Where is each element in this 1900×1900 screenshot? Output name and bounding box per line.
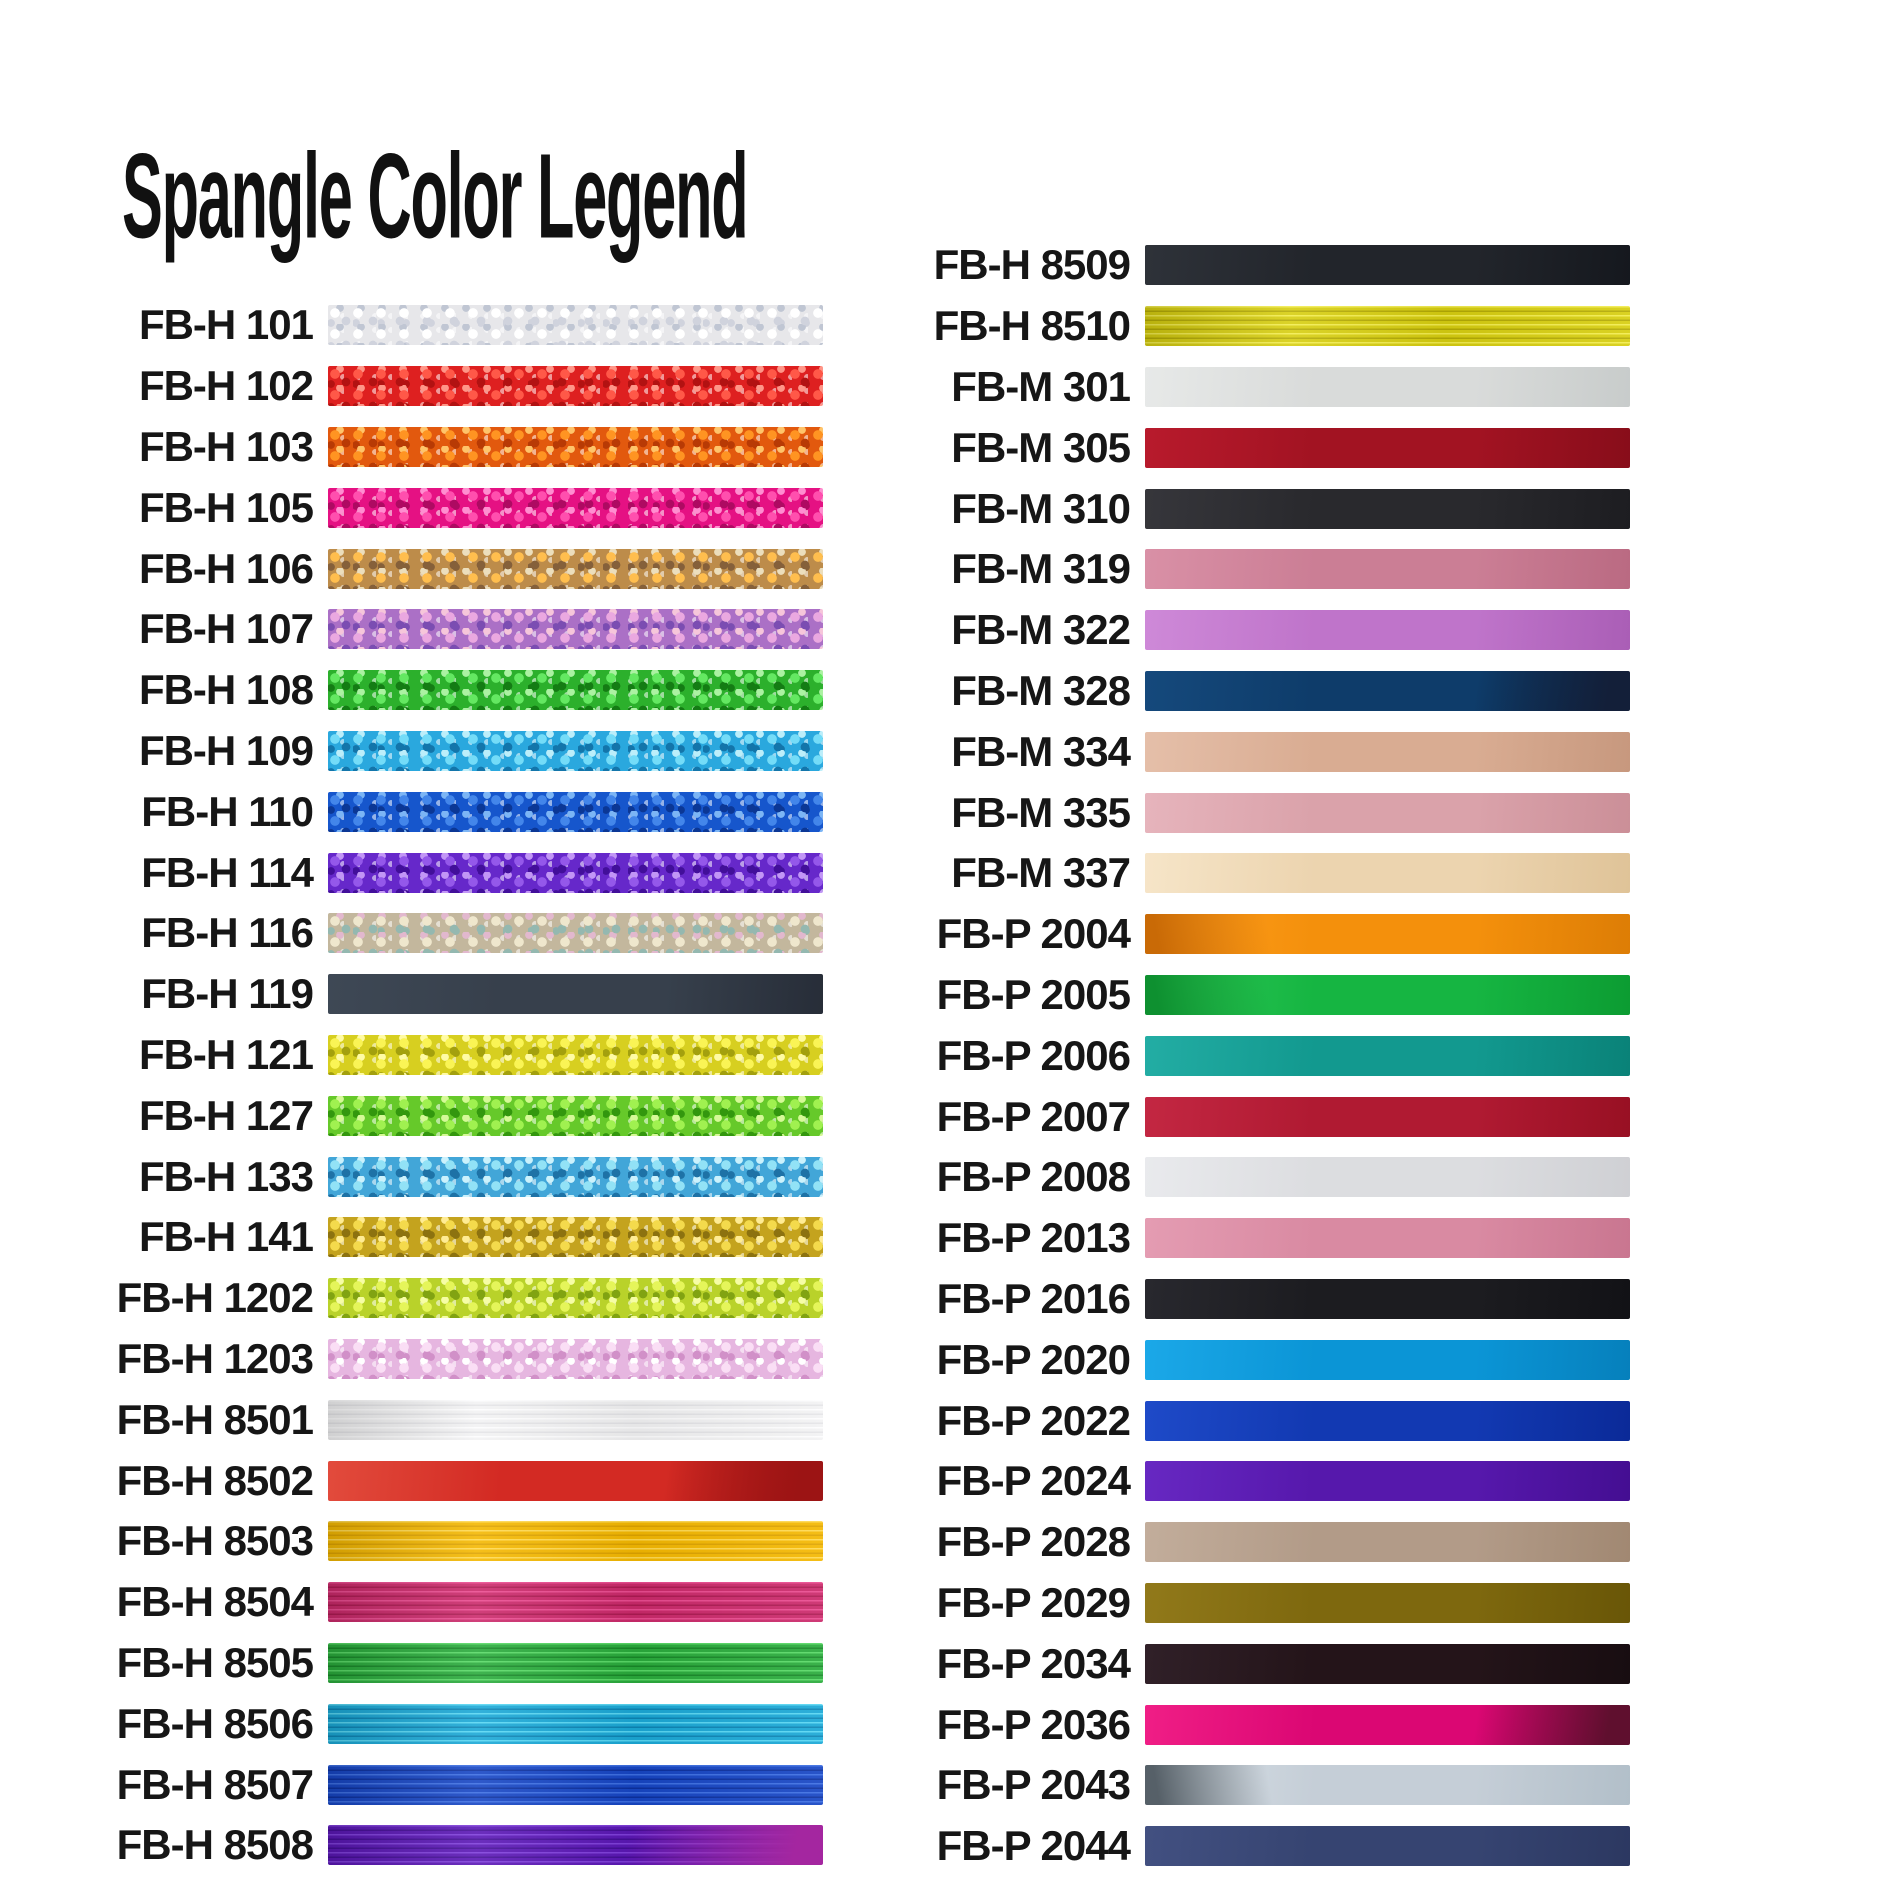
- swatch-label: FB-H 107: [138, 605, 313, 653]
- swatch-label: FB-M 328: [951, 666, 1130, 714]
- swatch-label: FB-M 334: [951, 727, 1130, 775]
- swatch-label: FB-H 141: [138, 1213, 313, 1261]
- legend-row: [740, 1816, 1630, 1877]
- color-swatch: [1145, 793, 1630, 833]
- legend-row: [740, 1025, 1630, 1086]
- swatch-label: FB-M 337: [951, 849, 1130, 897]
- swatch-label: FB-P 2005: [936, 970, 1130, 1018]
- legend-row: [60, 599, 823, 660]
- color-swatch: [1145, 975, 1630, 1015]
- legend-row: [740, 904, 1630, 965]
- legend-row: [60, 964, 823, 1025]
- swatch-label: FB-H 114: [141, 848, 313, 896]
- legend-row: [60, 356, 823, 417]
- swatch-label: FB-M 319: [951, 545, 1130, 593]
- legend-row: [60, 1572, 823, 1633]
- swatch-label: FB-P 2020: [936, 1335, 1130, 1383]
- color-swatch: [1145, 1157, 1630, 1197]
- legend-row: [740, 1633, 1630, 1694]
- swatch-label: FB-H 8507: [116, 1760, 313, 1808]
- swatch-label: FB-P 2022: [936, 1396, 1130, 1444]
- color-swatch: [1145, 489, 1630, 529]
- color-swatch: [1145, 428, 1630, 468]
- legend-row: [60, 903, 823, 964]
- legend-row: [740, 721, 1630, 782]
- legend-row: [60, 1511, 823, 1572]
- swatch-label: FB-P 2008: [936, 1153, 1130, 1201]
- legend-row: [60, 842, 823, 903]
- legend-row: [60, 1025, 823, 1086]
- swatch-label: FB-H 101: [138, 301, 313, 349]
- color-swatch: [1145, 1340, 1630, 1380]
- swatch-label: FB-H 8504: [116, 1578, 313, 1626]
- legend-row: [60, 1633, 823, 1694]
- legend-row: [60, 1450, 823, 1511]
- swatch-label: FB-P 2006: [936, 1031, 1130, 1079]
- legend-row: [60, 781, 823, 842]
- swatch-label: FB-M 335: [951, 788, 1130, 836]
- swatch-label: FB-H 116: [141, 909, 313, 957]
- legend-row: [60, 538, 823, 599]
- color-swatch: [1145, 1522, 1630, 1562]
- legend-row: [740, 1451, 1630, 1512]
- color-swatch: [1145, 671, 1630, 711]
- color-swatch: [1145, 1036, 1630, 1076]
- swatch-label: FB-H 109: [138, 726, 313, 774]
- color-swatch: [1145, 914, 1630, 954]
- swatch-label: FB-H 8503: [116, 1517, 313, 1565]
- swatch-label: FB-P 2036: [936, 1700, 1130, 1748]
- color-swatch: [1145, 1461, 1630, 1501]
- legend-row: [740, 357, 1630, 418]
- legend-row: [60, 1329, 823, 1390]
- legend-row: [740, 1086, 1630, 1147]
- legend-row: [740, 1694, 1630, 1755]
- legend-row: [740, 782, 1630, 843]
- color-swatch: [1145, 1583, 1630, 1623]
- swatch-label: FB-M 301: [951, 362, 1130, 410]
- legend-row: [60, 1389, 823, 1450]
- legend-row: [60, 295, 823, 356]
- legend-row: [60, 1207, 823, 1268]
- legend-row: [60, 417, 823, 478]
- legend-row: [740, 1573, 1630, 1634]
- swatch-label: FB-M 310: [951, 484, 1130, 532]
- legend-row: [740, 1755, 1630, 1816]
- color-swatch: [1145, 1401, 1630, 1441]
- swatch-label: FB-P 2028: [936, 1518, 1130, 1566]
- legend-row: [740, 843, 1630, 904]
- swatch-label: FB-H 8501: [116, 1395, 313, 1443]
- color-swatch: [1145, 1218, 1630, 1258]
- swatch-label: FB-P 2007: [936, 1092, 1130, 1140]
- swatch-label: FB-H 8508: [116, 1821, 313, 1869]
- legend-row: [740, 1269, 1630, 1330]
- swatch-label: FB-P 2034: [936, 1639, 1130, 1687]
- legend-row: [740, 600, 1630, 661]
- swatch-label: FB-H 103: [138, 422, 313, 470]
- legend-row: [740, 235, 1630, 296]
- legend-row: [740, 1147, 1630, 1208]
- legend-column-left: [60, 295, 823, 1876]
- legend-row: [740, 661, 1630, 722]
- legend-row: [60, 1146, 823, 1207]
- color-swatch: [1145, 1765, 1630, 1805]
- swatch-label: FB-P 2024: [936, 1457, 1130, 1505]
- legend-row: [60, 1754, 823, 1815]
- color-swatch: [1145, 610, 1630, 650]
- swatch-label: FB-H 119: [141, 970, 313, 1018]
- color-swatch: [1145, 1644, 1630, 1684]
- swatch-label: FB-H 8510: [933, 302, 1130, 350]
- swatch-label: FB-H 102: [138, 362, 313, 410]
- swatch-label: FB-H 108: [138, 666, 313, 714]
- swatch-label: FB-H 106: [138, 544, 313, 592]
- color-swatch: [1145, 549, 1630, 589]
- color-swatch: [1145, 1705, 1630, 1745]
- legend-row: [60, 1268, 823, 1329]
- swatch-label: FB-H 8505: [116, 1638, 313, 1686]
- swatch-label: FB-P 2043: [936, 1761, 1130, 1809]
- legend-row: [740, 417, 1630, 478]
- swatch-label: FB-H 1203: [116, 1334, 313, 1382]
- swatch-label: FB-H 127: [138, 1091, 313, 1139]
- swatch-label: FB-H 105: [138, 483, 313, 531]
- legend-row: [740, 539, 1630, 600]
- swatch-label: FB-M 322: [951, 606, 1130, 654]
- legend-row: [740, 1208, 1630, 1269]
- legend-row: [60, 1693, 823, 1754]
- legend-row: [740, 1329, 1630, 1390]
- color-swatch: [1145, 306, 1630, 346]
- color-swatch: [1145, 1826, 1630, 1866]
- page-title: Spangle Color Legend: [122, 129, 748, 264]
- swatch-label: FB-H 8509: [933, 241, 1130, 289]
- color-swatch: [1145, 245, 1630, 285]
- swatch-label: FB-H 8502: [116, 1456, 313, 1504]
- color-swatch: [1145, 732, 1630, 772]
- swatch-label: FB-H 1202: [116, 1274, 313, 1322]
- swatch-label: FB-P 2004: [936, 910, 1130, 958]
- swatch-label: FB-H 110: [141, 787, 313, 835]
- swatch-label: FB-P 2016: [936, 1274, 1130, 1322]
- legend-row: [60, 477, 823, 538]
- legend-row: [740, 965, 1630, 1026]
- legend-column-right: [740, 235, 1630, 1877]
- color-swatch: [1145, 853, 1630, 893]
- legend-row: [740, 478, 1630, 539]
- color-swatch: [1145, 367, 1630, 407]
- swatch-label: FB-P 2044: [936, 1822, 1130, 1870]
- color-swatch: [1145, 1279, 1630, 1319]
- swatch-label: FB-P 2013: [936, 1214, 1130, 1262]
- legend-row: [60, 721, 823, 782]
- swatch-label: FB-H 8506: [116, 1699, 313, 1747]
- swatch-label: FB-H 133: [138, 1152, 313, 1200]
- legend-row: [740, 1390, 1630, 1451]
- legend-row: [60, 1085, 823, 1146]
- swatch-label: FB-H 121: [138, 1030, 313, 1078]
- legend-row: [60, 1815, 823, 1876]
- swatch-label: FB-P 2029: [936, 1578, 1130, 1626]
- legend-row: [740, 1512, 1630, 1573]
- legend-row: [60, 660, 823, 721]
- swatch-label: FB-M 305: [951, 423, 1130, 471]
- legend-row: [740, 296, 1630, 357]
- color-swatch: [1145, 1097, 1630, 1137]
